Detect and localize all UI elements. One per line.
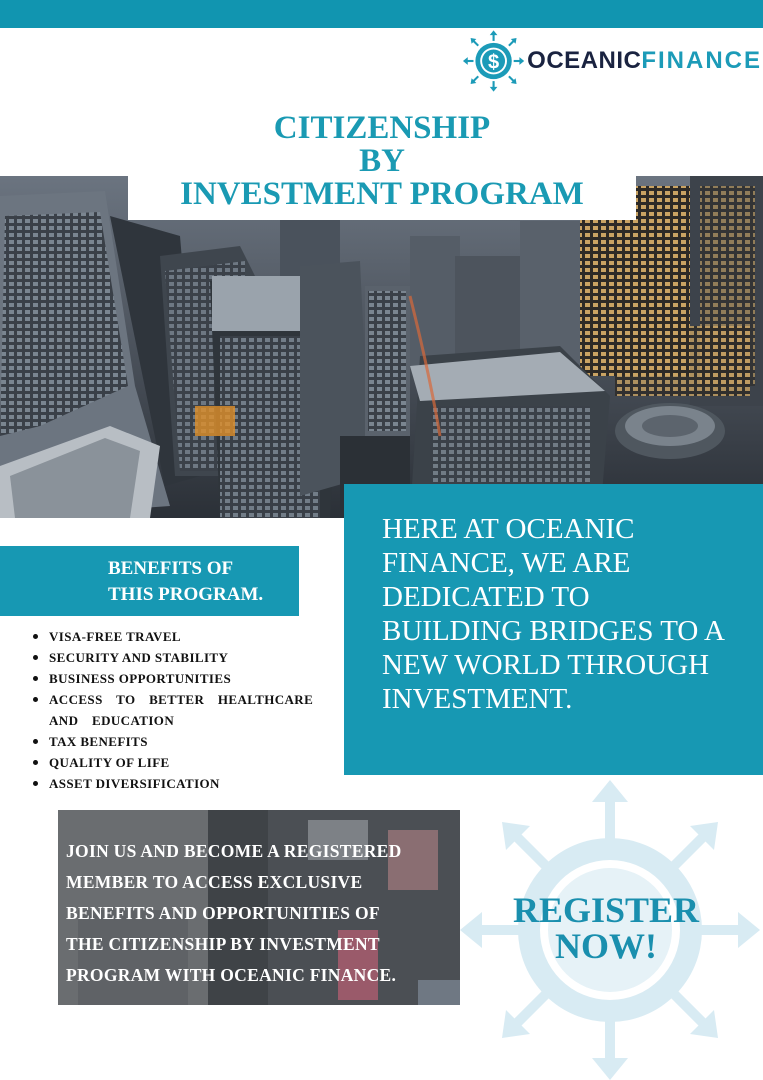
list-item: VISA-FREE TRAVEL [30,626,348,647]
title-line-1: CITIZENSHIP [273,110,491,146]
join-line: BENEFITS AND OPPORTUNITIES OF [66,903,380,923]
page-title [128,112,636,211]
title-line-3: INVESTMENT PROGRAM [180,176,584,212]
list-item: TAX BENEFITS [30,731,348,752]
join-line: PROGRAM WITH OCEANIC FINANCE. [66,965,397,985]
title-line-2: BY [359,143,405,179]
brand-name-part2: FINANCE [641,47,762,74]
benefits-heading-line-2: THIS PROGRAM. [108,584,264,605]
top-accent-bar [0,0,763,28]
svg-text:$: $ [487,51,500,74]
brand-name-part1: OCEANIC [527,47,642,74]
benefits-heading-line-1: BENEFITS OF [108,558,234,579]
register-line-2: NOW! [555,926,657,966]
join-line: MEMBER TO ACCESS EXCLUSIVE [66,872,363,892]
list-item: BUSINESS OPPORTUNITIES [30,668,348,689]
benefits-heading [108,556,298,608]
list-item: ASSET DIVERSIFICATION [30,773,348,794]
register-now-button[interactable] [490,892,722,964]
brand-logo[interactable] [462,28,762,94]
register-line-1: REGISTER [512,890,700,930]
list-item: SECURITY AND STABILITY [30,647,348,668]
brand-name [527,47,762,75]
mission-statement: HERE AT OCEANIC FINANCE, WE ARE DEDICATED TO BUILDING BRIDGES TO A NEW WORLD THROUGH INVESTMENT. [382,513,724,715]
join-message [66,836,466,991]
list-item: QUALITY OF LIFE [30,752,348,773]
city-skyline-photo [0,176,763,518]
benefits-list [30,626,348,794]
dollar-gear-icon [462,28,525,94]
list-item: ACCESS TO BETTER HEALTHCARE AND EDUCATION [30,689,348,731]
join-line: THE CITIZENSHIP BY INVESTMENT [66,934,380,954]
join-line: JOIN US AND BECOME A REGISTERED [66,841,402,861]
